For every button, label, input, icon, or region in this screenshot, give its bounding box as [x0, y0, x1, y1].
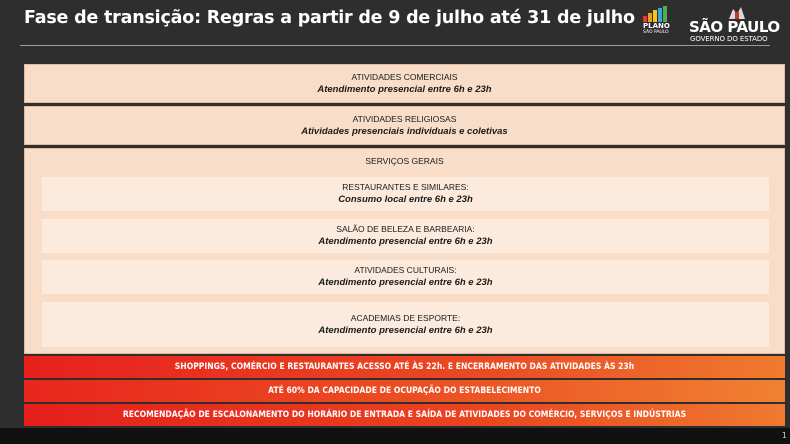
- panel-atividades-comerciais: [24, 64, 785, 103]
- page-title: Fase de transição: Regras a partir de 9 de julho até 31 de julho: [24, 8, 635, 28]
- page-number: 1: [781, 431, 787, 440]
- service-item: [42, 177, 769, 211]
- footer-strip: [0, 428, 790, 444]
- panel-heading: ATIVIDADES RELIGIOSAS: [352, 114, 457, 124]
- plano-sao-paulo-logo: [643, 6, 683, 40]
- rule-bar-capacidade: ATÉ 60% DA CAPACIDADE DE OCUPAÇÃO DO ESTABELECIMENTO: [24, 380, 785, 402]
- panel-detail: Atividades presenciais individuais e coletivas: [301, 126, 508, 137]
- rule-bar-escalonamento: RECOMENDAÇÃO DE ESCALONAMENTO DO HORÁRIO DE ENTRADA E SAÍDA DE ATIVIDADES DO COMÉRCIO, SERVIÇOS E INDÚSTRIAS: [24, 404, 785, 426]
- plano-logo-text: PLANO: [643, 22, 670, 30]
- plano-bars-icon: [643, 6, 683, 22]
- panel-atividades-religiosas: [24, 106, 785, 145]
- plano-logo-subtext: SÃO PAULO: [643, 30, 669, 35]
- service-item-detail: Atendimento presencial entre 6h e 23h: [318, 325, 493, 336]
- panel-detail: Atendimento presencial entre 6h e 23h: [317, 84, 492, 95]
- sp-logo-name: SÃO PAULO: [689, 18, 780, 36]
- service-item-heading: SALÃO DE BELEZA E BARBEARIA:: [336, 224, 475, 234]
- governo-sao-paulo-logo: [689, 6, 789, 42]
- sp-logo-government: GOVERNO DO ESTADO: [690, 35, 768, 43]
- service-item-detail: Atendimento presencial entre 6h e 23h: [318, 236, 493, 247]
- title-divider: [20, 45, 770, 46]
- rule-bar-horarios: SHOPPINGS, COMÉRCIO E RESTAURANTES ACESSO ATÉ ÀS 22h. E ENCERRAMENTO DAS ATIVIDADES ÀS 23h: [24, 356, 785, 378]
- panel-servicos-gerais: [24, 148, 785, 354]
- service-item-heading: ACADEMIAS DE ESPORTE:: [350, 313, 461, 323]
- service-item: [42, 219, 769, 253]
- service-item-detail: Atendimento presencial entre 6h e 23h: [318, 277, 493, 288]
- panel-heading: SERVIÇOS GERAIS: [365, 156, 444, 166]
- panel-heading: ATIVIDADES COMERCIAIS: [351, 72, 458, 82]
- service-item-heading: RESTAURANTES E SIMILARES:: [342, 182, 469, 192]
- service-item-detail: Consumo local entre 6h e 23h: [338, 194, 473, 205]
- service-item-heading: ATIVIDADES CULTURAIS:: [354, 265, 457, 275]
- service-item: [42, 260, 769, 294]
- service-item: [42, 302, 769, 347]
